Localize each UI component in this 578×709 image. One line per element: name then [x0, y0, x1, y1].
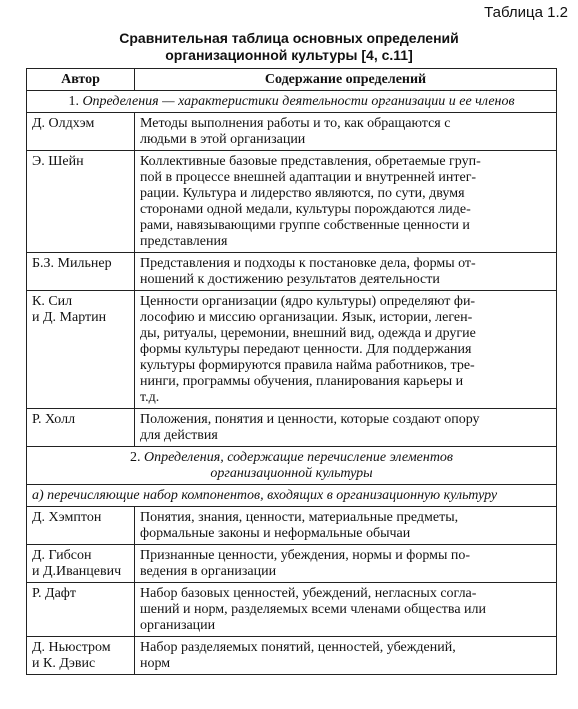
- section-1-number: 1.: [68, 94, 79, 109]
- definition-text-line: сторонами одной медали, культуры порождаются лиде-: [140, 202, 471, 217]
- table-row: [27, 151, 557, 253]
- header-row: [27, 69, 557, 91]
- table-number-label: Таблица 1.2: [484, 4, 568, 21]
- definition-text-line: организации: [140, 618, 216, 633]
- definition-text-line: формы культуры передают ценности. Для поддержания: [140, 342, 472, 357]
- author-name-line: и К. Дэвис: [32, 656, 96, 671]
- author-name-line: Д. Олдхэм: [32, 116, 95, 131]
- definition-text-line: представления: [140, 234, 228, 249]
- section-1-title: Определения — характеристики деятельности организации и ее членов: [78, 94, 515, 109]
- definition-text-line: Набор разделяемых понятий, ценностей, убеждений,: [140, 640, 456, 655]
- table-caption: [0, 30, 578, 64]
- author-cell: [27, 409, 135, 447]
- author-cell: [27, 507, 135, 545]
- table-row: [27, 507, 557, 545]
- subsection-row: [27, 485, 557, 507]
- author-cell: [27, 545, 135, 583]
- definition-text-line: ведения в организации: [140, 564, 277, 579]
- author-name-line: Д. Хэмптон: [32, 510, 102, 525]
- author-cell: [27, 583, 135, 637]
- table-row: [27, 113, 557, 151]
- section-1-heading: [27, 91, 557, 113]
- definition-text-line: ношений к достижению результатов деятельности: [140, 272, 440, 287]
- section-row: [27, 91, 557, 113]
- author-name-line: и Д.Иванцевич: [32, 564, 122, 579]
- definition-text-line: Коллективные базовые представления, обретаемые груп-: [140, 154, 481, 169]
- definition-text-line: Методы выполнения работы и то, как обращаются с: [140, 116, 451, 131]
- definition-text-line: Понятия, знания, ценности, материальные предметы,: [140, 510, 459, 525]
- section-2-title: Определения, содержащие перечисление элементов: [140, 450, 454, 465]
- definition-text-line: для действия: [140, 428, 218, 443]
- author-name-line: Б.З. Мильнер: [32, 256, 112, 271]
- definition-text-line: Набор базовых ценностей, убеждений, негласных согла-: [140, 586, 477, 601]
- definitions-table: [26, 68, 557, 675]
- section-2-title-line-1: [32, 450, 551, 466]
- definition-cell: [135, 507, 557, 545]
- definition-cell: [135, 409, 557, 447]
- author-name-line: Э. Шейн: [32, 154, 84, 169]
- definition-text-line: рами, навязывающими группе собственные ценности и: [140, 218, 470, 233]
- author-name-line: К. Сил: [32, 294, 73, 309]
- definition-text-line: норм: [140, 656, 171, 671]
- table-row: [27, 637, 557, 675]
- section-2-number: 2.: [129, 450, 141, 465]
- author-name-line: Д. Гибсон: [32, 548, 92, 563]
- definition-text-line: людьми в этой организации: [140, 132, 306, 147]
- author-name-line: Р. Дафт: [32, 586, 76, 601]
- header-author: Автор: [27, 69, 135, 91]
- author-cell: [27, 113, 135, 151]
- definition-text-line: культуры формируются правила найма работников, тре-: [140, 358, 475, 373]
- table-row: [27, 545, 557, 583]
- author-cell: [27, 151, 135, 253]
- author-cell: [27, 637, 135, 675]
- definition-cell: [135, 113, 557, 151]
- table-row: [27, 409, 557, 447]
- table-row: [27, 253, 557, 291]
- definition-cell: [135, 151, 557, 253]
- header-content: Содержание определений: [135, 69, 557, 91]
- definition-text-line: ды, ритуалы, церемонии, внешний вид, одежда и другие: [140, 326, 476, 341]
- table-row: [27, 583, 557, 637]
- caption-line-2: организационной культуры [4, с.11]: [165, 47, 413, 63]
- author-cell: [27, 291, 135, 409]
- subsection-a-heading: а) перечисляющие набор компонентов, входящих в организационную культуру: [27, 485, 557, 507]
- definition-text-line: рации. Культура и лидерство являются, по сути, двумя: [140, 186, 465, 201]
- definition-cell: [135, 253, 557, 291]
- definition-text-line: Признанные ценности, убеждения, нормы и формы по-: [140, 548, 471, 563]
- definition-text-line: лософию и миссию организации. Язык, истории, леген-: [140, 310, 473, 325]
- section-1-rows: [27, 113, 557, 447]
- definition-text-line: Ценности организации (ядро культуры) определяют фи-: [140, 294, 476, 309]
- definition-text-line: Представления и подходы к постановке дела, формы от-: [140, 256, 476, 271]
- definition-text-line: нинги, программы обучения, планирования карьеры и: [140, 374, 464, 389]
- caption-line-1: Сравнительная таблица основных определений: [119, 30, 459, 46]
- definition-cell: [135, 637, 557, 675]
- definition-text-line: Положения, понятия и ценности, которые создают опору: [140, 412, 480, 427]
- author-cell: [27, 253, 135, 291]
- definition-text-line: шений и норм, разделяемых всеми членами общества или: [140, 602, 487, 617]
- author-name-line: Р. Холл: [32, 412, 76, 427]
- definition-text-line: т.д.: [140, 390, 160, 405]
- section-2-heading: [27, 447, 557, 485]
- table-row: [27, 291, 557, 409]
- section-2-title-line-2: организационной культуры: [210, 466, 373, 481]
- definition-cell: [135, 545, 557, 583]
- definition-text-line: формальные законы и неформальные обычаи: [140, 526, 411, 541]
- section-row: [27, 447, 557, 485]
- definition-text-line: пой в процессе внешней адаптации и внутренней интег-: [140, 170, 477, 185]
- definition-cell: [135, 583, 557, 637]
- author-name-line: Д. Ньюстром: [32, 640, 111, 655]
- section-2-rows: [27, 507, 557, 675]
- author-name-line: и Д. Мартин: [32, 310, 107, 325]
- definition-cell: [135, 291, 557, 409]
